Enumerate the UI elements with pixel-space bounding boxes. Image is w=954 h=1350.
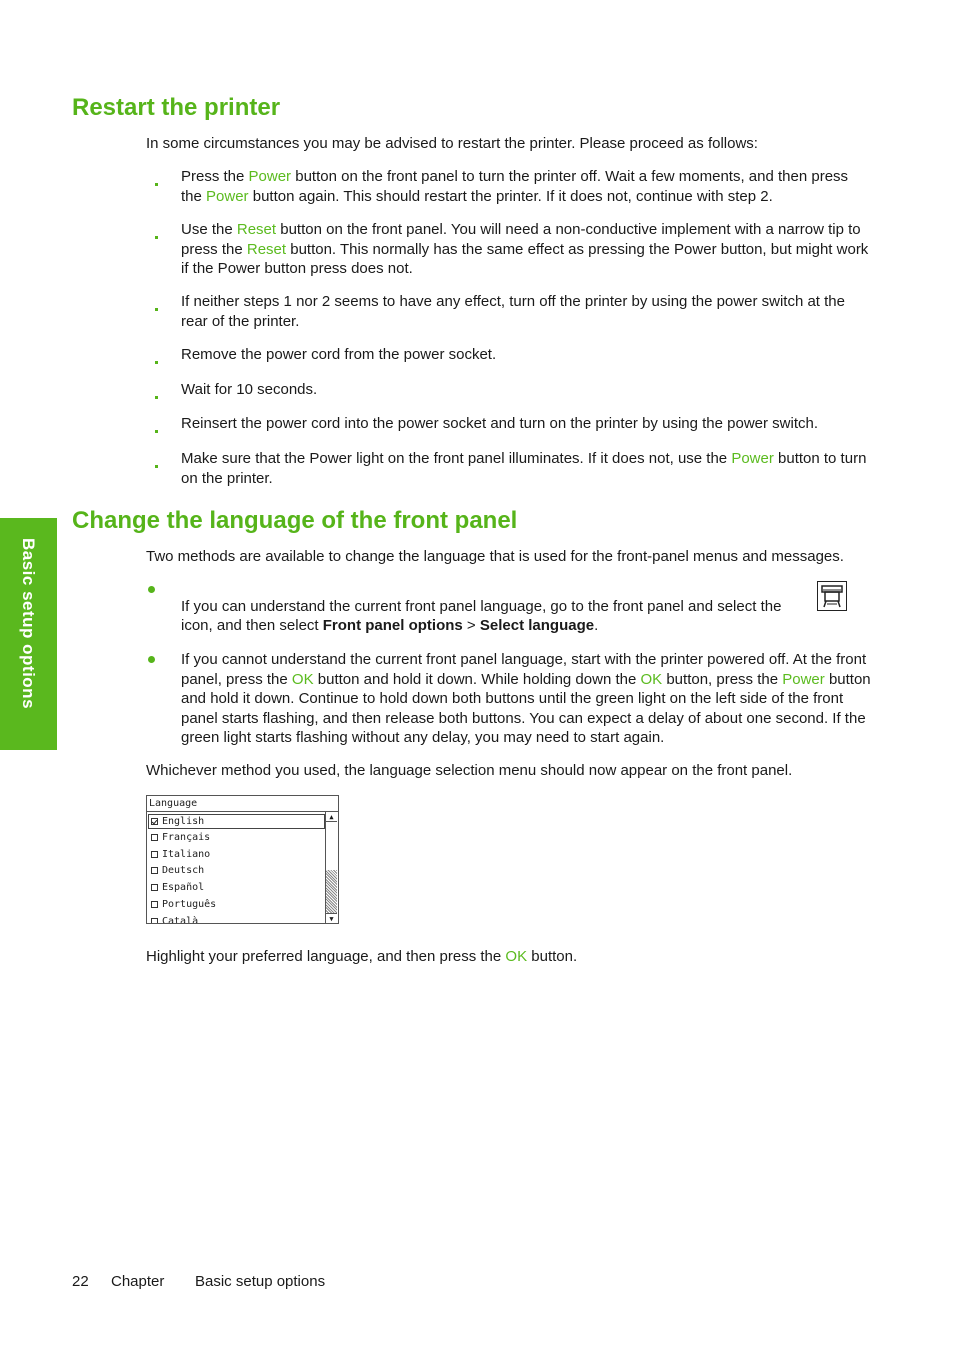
heading-restart: Restart the printer [72,94,281,121]
checkbox-icon [151,834,158,841]
checkbox-icon [151,918,158,924]
language-method-1-cont: icon, and then select Front panel options > Select language. [181,617,599,634]
checkbox-icon [151,901,158,908]
restart-intro: In some circumstances you may be advised to restart the printer. Please proceed as follows: [146,135,758,152]
scrollbar-thumb[interactable] [326,870,337,914]
restart-step-6: Reinsert the power cord into the power socket and turn on the printer by using the power switch. [181,415,819,432]
restart-step-1: Press the Power button on the front panel to turn the printer off. Wait a few moments, and then press the Power button again. This should restart the printer. If it does not, continue with step 2. [181,168,849,205]
bullet-marker [155,465,158,468]
language-menu-title: Language [149,798,198,809]
page-number: 22 [72,1273,89,1290]
language-option[interactable]: Español [149,881,324,896]
bullet-marker [155,361,158,364]
restart-step-2: Use the Reset button on the front panel. You will need a non-conductive implement with a narrow tip to press the Reset button. This normally has the same effect as pressing the Power button, but might work if the Power button press does not. [181,221,869,277]
checkbox-icon [151,851,158,858]
printer-icon [817,581,847,611]
bullet-marker [155,396,158,399]
language-menu [146,795,339,924]
restart-step-3: If neither steps 1 nor 2 seems to have any effect, turn off the printer by using the power switch at the rear of the printer. [181,293,845,330]
language-final: Highlight your preferred language, and then press the OK button. [146,948,578,965]
scrollbar[interactable] [325,812,338,923]
language-option[interactable]: Deutsch [149,864,324,879]
heading-language: Change the language of the front panel [72,507,518,534]
bullet-marker [155,308,158,311]
divider [147,811,338,812]
restart-step-4: Remove the power cord from the power socket. [181,346,497,363]
bullet-marker [155,236,158,239]
footer-chapter-title: Basic setup options [195,1273,326,1290]
scroll-up-icon[interactable]: ▲ [326,812,337,822]
bullet-marker [148,586,155,593]
checkbox-checked-icon [151,818,158,825]
bullet-marker [155,183,158,186]
language-method-2: If you cannot understand the current front panel language, start with the printer powered off. At the front panel, press the OK button and hold it down. While holding down the OK button, press the Power button and hold it down. Continue to hold down both buttons until the green light on the left side of the front panel starts flashing, and then release both buttons. You can expect a delay of about one second. If the green light starts flashing without any delay, you may need to start again. [181,651,871,746]
footer-chapter-label: Chapter [111,1273,165,1290]
language-option[interactable]: Català [149,915,324,924]
language-method-1: If you can understand the current front panel language, go to the front panel and select the [181,598,782,615]
sidebar-tab [0,518,57,750]
checkbox-icon [151,867,158,874]
language-intro: Two methods are available to change the language that is used for the front-panel menus and messages. [146,548,844,565]
bullet-marker [155,430,158,433]
language-option[interactable]: Italiano [149,848,324,863]
checkbox-icon [151,884,158,891]
language-after: Whichever method you used, the language selection menu should now appear on the front panel. [146,762,793,779]
scroll-down-icon[interactable]: ▼ [326,913,337,923]
restart-step-7: Make sure that the Power light on the front panel illuminates. If it does not, use the Power button to turn on the printer. [181,450,867,487]
language-option[interactable]: Português [149,898,324,913]
sidebar-tab-label: Basic setup options [18,538,38,710]
language-option[interactable]: English [148,814,325,829]
language-option[interactable]: Français [149,831,324,846]
restart-step-5: Wait for 10 seconds. [181,381,318,398]
bullet-marker [148,656,155,663]
